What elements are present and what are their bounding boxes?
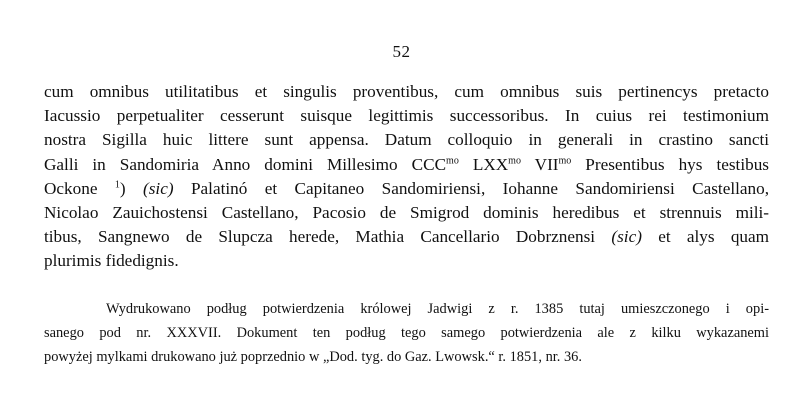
text-line-3: nostra Sigilla huic littere sunt appensa. Datum colloquio in generali in crastino sancti	[44, 130, 769, 150]
superscript-mo: mo	[446, 154, 459, 166]
page-number: 52	[392, 42, 411, 61]
text-line-4-start: Galli in Sandomiria Anno domini Millesimo CCC	[44, 154, 447, 174]
text-line-7-end: et alys quam	[658, 227, 770, 247]
note-line-3: powyżej mylkami drukowano już poprzednio w „Dod. tyg. do Gaz. Lwowsk.“ r. 1851, nr. 36.	[44, 349, 582, 366]
superscript-mo: mo	[508, 154, 521, 166]
text-line-5-paren: )	[119, 178, 144, 198]
text-line-4	[44, 153, 769, 177]
note-line-1: Wydrukowano podług potwierdzenia królowej Jadwigi z r. 1385 tutaj umieszczonego i opi-	[106, 301, 769, 317]
text-line-1: cum omnibus utilitatibus et singulis proventibus, cum omnibus suis pertinencys pretacto	[44, 82, 769, 101]
footnote-marker: 1	[114, 179, 120, 191]
text-line-5-end: Palatinó et Capitaneo Sandomiriensi, Iohanne Sandomiriensi Castellano,	[173, 178, 769, 198]
text-line-8: plurimis fidedignis.	[44, 251, 179, 271]
main-text-block	[44, 80, 769, 274]
sic-annotation: (sic)	[611, 227, 642, 247]
sic-annotation: (sic)	[143, 178, 174, 198]
text-line-7-start: tibus, Sangnewo de Slupcza herede, Mathia Cancellario Dobrznensi	[44, 227, 596, 247]
text-line-6: Nicolao Zauichostensi Castellano, Pacosio de Smigrod dominis heredibus et strennuis mili-	[44, 202, 769, 222]
text-line-4-mid2: VII	[520, 154, 559, 174]
text-line-4-end: Presentibus hys testibus	[571, 154, 769, 174]
text-line-7	[44, 225, 769, 249]
note-line-2: sanego pod nr. XXXVII. Dokument ten podług tego samego potwierdzenia ale z kilku wykazanemi	[44, 325, 769, 342]
editorial-note	[44, 297, 769, 370]
text-line-5	[44, 177, 769, 201]
text-line-2: Iacussio perpetualiter cesserunt suisque legittimis successoribus. In cuius rei testimonium	[44, 106, 769, 126]
text-line-5-start: Ockone	[44, 178, 115, 198]
text-line-4-mid1: LXX	[458, 154, 509, 174]
superscript-mo: mo	[558, 154, 572, 166]
